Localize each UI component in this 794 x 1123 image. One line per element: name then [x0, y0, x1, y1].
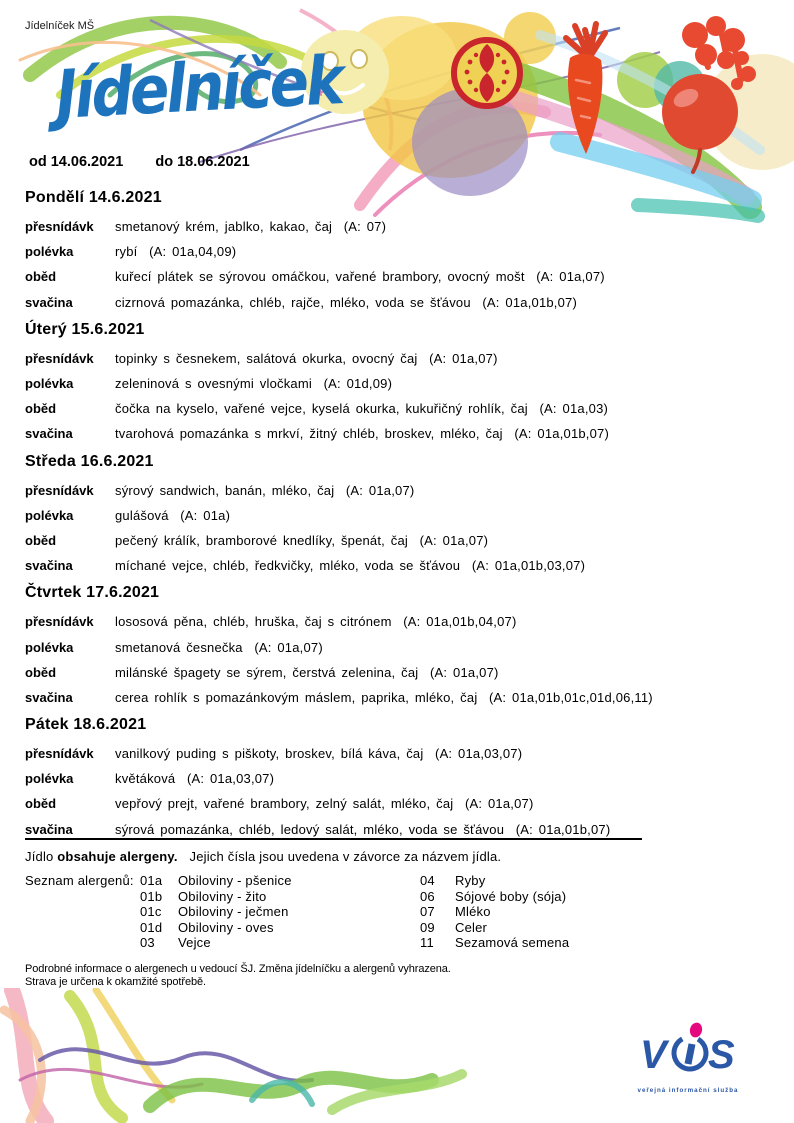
- logo-i-mark: [668, 1022, 712, 1075]
- meal-text: květáková (A: 01a,03,07): [115, 771, 275, 787]
- meal-text: smetanová česnečka (A: 01a,07): [115, 639, 323, 655]
- day-section-tuesday: [25, 321, 770, 447]
- meal-text: milánské špagety se sýrem, čerstvá zelenina, čaj (A: 01a,07): [115, 664, 499, 680]
- date-range: [29, 154, 250, 170]
- meal-row: [25, 503, 770, 528]
- notice-prefix: Jídlo: [25, 849, 54, 864]
- meal-row: [25, 791, 770, 816]
- meal-row: [25, 214, 770, 239]
- day-section-monday: [25, 189, 770, 315]
- allergen-code: 06: [420, 888, 435, 904]
- allergen-code: 11: [420, 935, 434, 951]
- day-section-thursday: [25, 584, 770, 710]
- logo-letter-v: V: [640, 1033, 667, 1077]
- meal-row: [25, 634, 770, 659]
- vis-logo: [628, 1022, 748, 1100]
- page-title: Jídelníček: [53, 40, 344, 134]
- meal-label: svačina: [25, 426, 73, 442]
- notice-rest: Jejich čísla jsou uvedena v závorce za názvem jídla.: [189, 849, 502, 864]
- footer-note-line: Strava je určena k okamžité spotřebě.: [25, 976, 206, 989]
- meal-text: vanilkový puding s piškoty, broskev, bílá káva, čaj (A: 01a,03,07): [115, 746, 523, 762]
- allergen-code: 01b: [140, 888, 163, 904]
- logo-subtitle: veřejná informační služba: [637, 1087, 739, 1094]
- meal-text: cizrnová pomazánka, chléb, rajče, mléko, voda se šťávou (A: 01a,01b,07): [115, 294, 578, 310]
- meal-label: polévka: [25, 244, 74, 260]
- meal-label: přesnídávk: [25, 482, 94, 498]
- meal-text: vepřový prejt, vařené brambory, zelný salát, mléko, čaj (A: 01a,07): [115, 796, 534, 812]
- meal-text: míchané vejce, chléb, ředkvičky, mléko, voda se šťávou (A: 01a,01b,03,07): [115, 558, 586, 574]
- footer-notes: [25, 963, 770, 990]
- meal-label: přesnídávk: [25, 614, 94, 630]
- meal-row: [25, 553, 770, 578]
- meal-label: oběd: [25, 796, 57, 812]
- ribbon-swirls: [4, 990, 462, 1121]
- meal-text: cerea rohlík s pomazánkovým máslem, paprika, mléko, čaj (A: 01a,01b,01c,01d,06,11): [115, 689, 653, 705]
- allergen-legend: [25, 873, 770, 951]
- meal-label: polévka: [25, 376, 74, 392]
- meal-row: [25, 264, 770, 289]
- meal-text: sýrový sandwich, banán, mléko, čaj (A: 01a,07): [115, 482, 415, 498]
- legend-label: Seznam alergenů:: [25, 873, 134, 888]
- meal-label: přesnídávk: [25, 219, 94, 235]
- allergen-name: Obiloviny - ječmen: [178, 904, 289, 920]
- day-section-wednesday: [25, 453, 770, 579]
- meal-row: [25, 290, 770, 315]
- allergen-name: Obiloviny - oves: [178, 919, 274, 935]
- meal-label: polévka: [25, 639, 74, 655]
- meal-text: smetanový krém, jablko, kakao, čaj (A: 07): [115, 219, 387, 235]
- meal-label: přesnídávk: [25, 350, 94, 366]
- meal-row: [25, 346, 770, 371]
- meal-label: svačina: [25, 558, 73, 574]
- allergen-code: 07: [420, 904, 435, 920]
- meal-row: [25, 396, 770, 421]
- date-from: od 14.06.2021: [29, 154, 124, 170]
- allergen-name: Vejce: [178, 935, 211, 951]
- meal-row: [25, 239, 770, 264]
- meal-label: polévka: [25, 771, 74, 787]
- separator-line: [25, 838, 642, 840]
- notice-bold: obsahuje alergeny.: [57, 849, 178, 864]
- meal-row: [25, 766, 770, 791]
- meal-text: kuřecí plátek se sýrovou omáčkou, vařené brambory, ovocný mošt (A: 01a,07): [115, 269, 605, 285]
- meal-label: oběd: [25, 532, 57, 548]
- footer-decoration: [0, 988, 470, 1123]
- meal-row: [25, 421, 770, 446]
- meal-text: čočka na kyselo, vařené vejce, kyselá okurka, kukuřičný rohlík, čaj (A: 01a,03): [115, 401, 609, 417]
- meal-row: [25, 741, 770, 766]
- day-section-friday: [25, 716, 770, 842]
- allergen-code: 04: [420, 873, 435, 888]
- allergen-name: Mléko: [455, 904, 491, 920]
- allergen-code: 01c: [140, 904, 162, 920]
- meal-text: sýrová pomazánka, chléb, ledový salát, mléko, voda se šťávou (A: 01a,01b,07): [115, 821, 611, 837]
- allergen-name: Sezamová semena: [455, 935, 570, 951]
- logo-letter-s: S: [708, 1033, 735, 1077]
- meal-text: pečený králík, bramborové knedlíky, špenát, čaj (A: 01a,07): [115, 532, 489, 548]
- meal-row: [25, 528, 770, 553]
- meal-label: polévka: [25, 507, 74, 523]
- allergen-code: 03: [140, 935, 155, 951]
- allergen-notice: [25, 849, 770, 864]
- date-to: do 18.06.2021: [155, 154, 250, 170]
- meal-row: [25, 609, 770, 634]
- allergen-code: 01a: [140, 873, 163, 888]
- meal-label: svačina: [25, 821, 73, 837]
- meal-row: [25, 685, 770, 710]
- meal-label: přesnídávk: [25, 746, 94, 762]
- day-title: Středa 16.6.2021: [25, 452, 154, 470]
- footer-note-line: Podrobné informace o alergenech u vedoucí ŠJ. Změna jídelníčku a alergenů vyhrazena.: [25, 962, 451, 975]
- allergen-section: [25, 838, 770, 990]
- meal-row: [25, 371, 770, 396]
- meal-row: [25, 660, 770, 685]
- day-title: Pondělí 14.6.2021: [25, 189, 162, 206]
- day-title: Pátek 18.6.2021: [25, 716, 147, 733]
- document-label: Jídelníček MŠ: [25, 20, 95, 32]
- meal-label: oběd: [25, 269, 57, 285]
- allergen-name: Obiloviny - žito: [178, 888, 267, 904]
- meal-text: lososová pěna, chléb, hruška, čaj s citrónem (A: 01a,01b,04,07): [115, 614, 517, 630]
- meal-label: oběd: [25, 664, 57, 680]
- weekly-menu: [25, 189, 770, 848]
- allergen-name: Obiloviny - pšenice: [178, 873, 292, 888]
- meal-text: zeleninová s ovesnými vločkami (A: 01d,09): [115, 376, 393, 392]
- meal-text: rybí (A: 01a,04,09): [115, 244, 237, 260]
- meal-label: svačina: [25, 294, 73, 310]
- logo-dot-icon: [688, 1022, 703, 1039]
- meal-label: oběd: [25, 401, 57, 417]
- meal-text: gulášová (A: 01a): [115, 507, 231, 523]
- tomato-icon: [454, 40, 520, 106]
- allergen-name: Sójové boby (sója): [455, 888, 567, 904]
- meal-label: svačina: [25, 689, 73, 705]
- meal-row: [25, 478, 770, 503]
- allergen-name: Celer: [455, 919, 488, 935]
- allergen-code: 01d: [140, 919, 163, 935]
- day-title: Čtvrtek 17.6.2021: [25, 584, 160, 602]
- meal-text: tvarohová pomazánka s mrkví, žitný chléb, broskev, mléko, čaj (A: 01a,01b,07): [115, 426, 610, 442]
- day-title: Úterý 15.6.2021: [25, 320, 145, 338]
- allergen-code: 09: [420, 919, 435, 935]
- allergen-name: Ryby: [455, 873, 486, 888]
- meal-text: topinky s česnekem, salátová okurka, ovocný čaj (A: 01a,07): [115, 350, 498, 366]
